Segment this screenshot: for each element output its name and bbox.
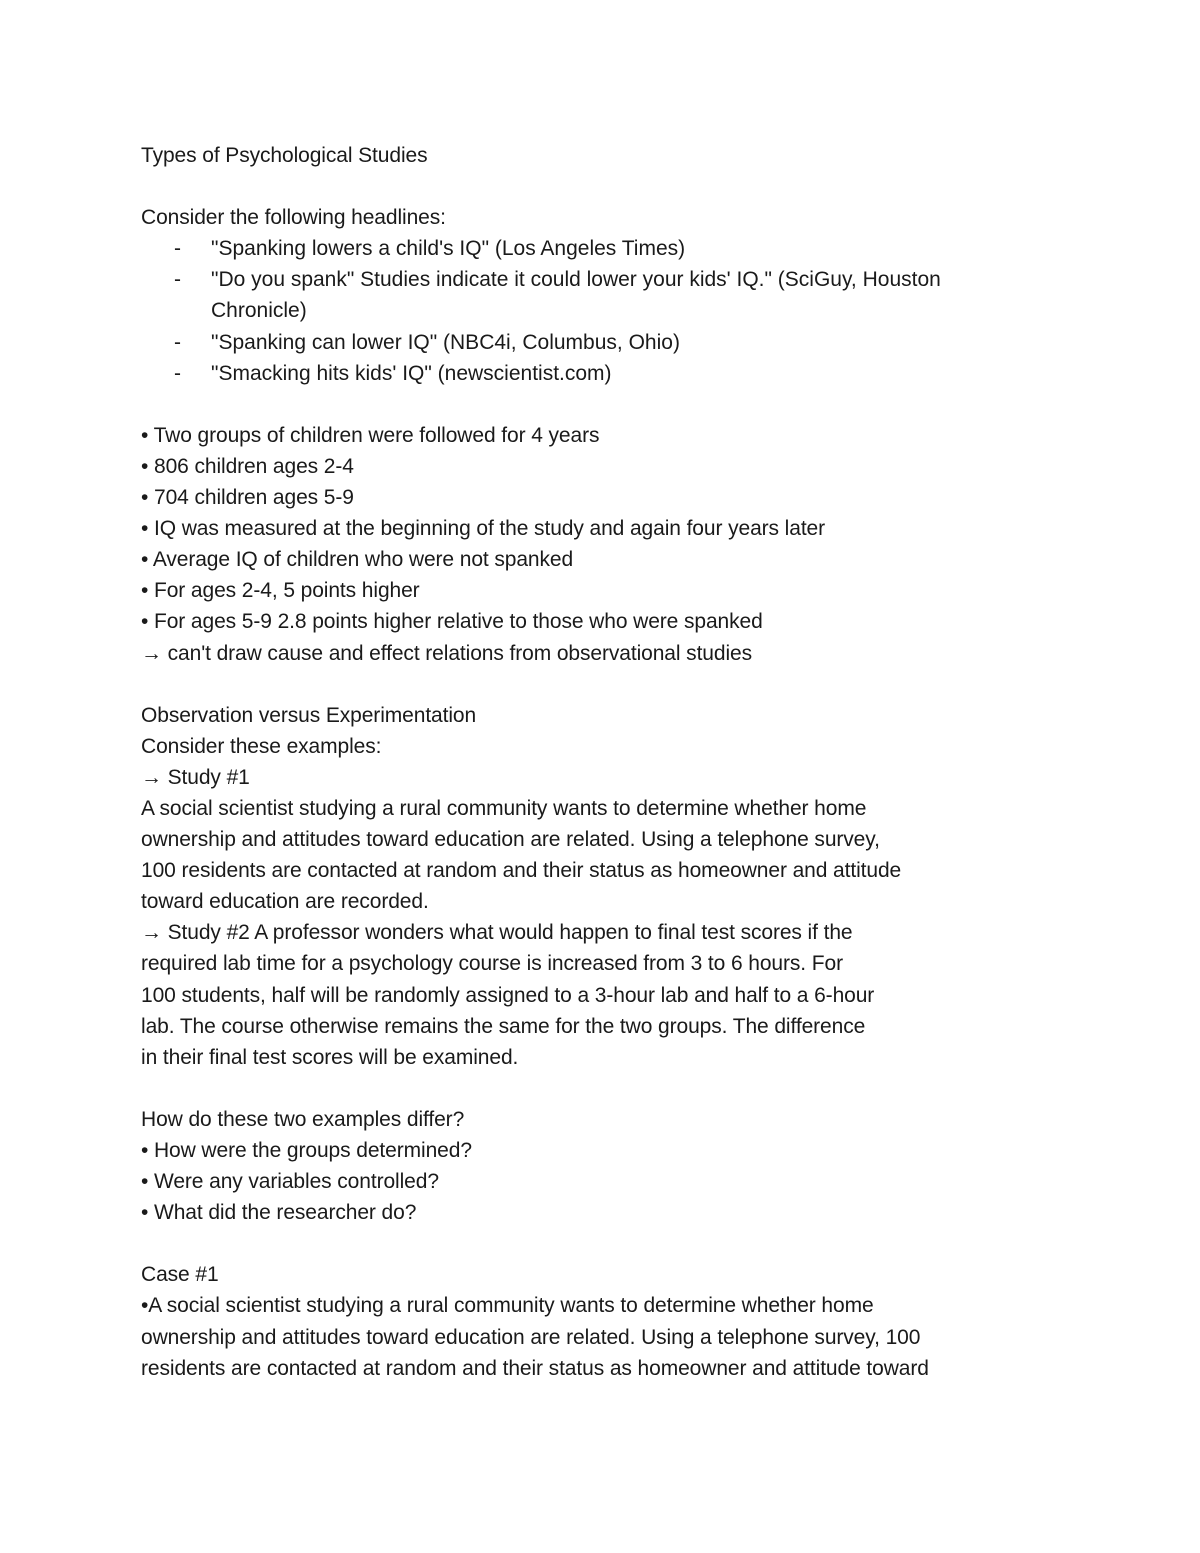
fact-item: • IQ was measured at the beginning of the study and again four years later	[141, 517, 826, 541]
spacer	[141, 669, 1071, 700]
dash-marker: -	[174, 330, 181, 354]
study2-text-line: in their final test scores will be examined.	[141, 1045, 519, 1069]
headlines-intro: Consider the following headlines:	[141, 206, 446, 230]
study1-text-line: ownership and attitudes toward education are related. Using a telephone survey,	[141, 828, 880, 852]
question-item: • What did the researcher do?	[141, 1201, 417, 1225]
dash-marker: -	[174, 361, 181, 385]
document-body	[141, 140, 1071, 1384]
spacer	[141, 171, 1071, 202]
section-heading: Observation versus Experimentation	[141, 703, 477, 727]
section-intro: Consider these examples:	[141, 734, 382, 758]
study1-text-line: A social scientist studying a rural community wants to determine whether home	[141, 796, 867, 820]
case1-text-line: residents are contacted at random and their status as homeowner and attitude toward	[141, 1356, 929, 1380]
case1-text-line: •A social scientist studying a rural community wants to determine whether home	[141, 1294, 874, 1318]
study1-text-line: toward education are recorded.	[141, 890, 429, 914]
headline-text: "Do you spank" Studies indicate it could lower your kids' IQ." (SciGuy, Houston Chronicle)	[211, 268, 941, 323]
dash-marker: -	[174, 268, 181, 292]
question-item: • Were any variables controlled?	[141, 1170, 439, 1194]
study2-text-line: → Study #2 A professor wonders what would happen to final test scores if the	[141, 921, 853, 945]
headline-item	[141, 233, 1071, 264]
study1-text-line: 100 residents are contacted at random and their status as homeowner and attitude	[141, 859, 902, 883]
fact-item: • 704 children ages 5-9	[141, 486, 354, 510]
fact-item: • 806 children ages 2-4	[141, 454, 354, 478]
fact-item: • For ages 2-4, 5 points higher	[141, 579, 420, 603]
document-title: Types of Psychological Studies	[141, 144, 428, 167]
headline-item	[141, 327, 1071, 358]
headline-text: "Spanking lowers a child's IQ" (Los Angeles Times)	[211, 237, 686, 261]
spacer	[141, 389, 1071, 420]
fact-item: • For ages 5-9 2.8 points higher relative to those who were spanked	[141, 610, 763, 634]
headline-item	[141, 358, 1071, 389]
headline-text: "Spanking can lower IQ" (NBC4i, Columbus, Ohio)	[211, 330, 680, 354]
fact-item: • Average IQ of children who were not spanked	[141, 548, 574, 572]
headline-text: "Smacking hits kids' IQ" (newscientist.com)	[211, 361, 612, 385]
questions-heading: How do these two examples differ?	[141, 1107, 465, 1131]
fact-conclusion: → can't draw cause and effect relations from observational studies	[141, 641, 753, 665]
study2-text-line: required lab time for a psychology course is increased from 3 to 6 hours. For	[141, 952, 843, 976]
spacer	[141, 1073, 1071, 1104]
headline-item	[141, 264, 1071, 326]
case1-heading: Case #1	[141, 1263, 219, 1287]
study1-label: → Study #1	[141, 765, 250, 789]
study2-text-line: lab. The course otherwise remains the same for the two groups. The difference	[141, 1014, 866, 1038]
spacer	[141, 1228, 1071, 1259]
fact-item: • Two groups of children were followed for 4 years	[141, 423, 600, 447]
question-item: • How were the groups determined?	[141, 1139, 472, 1162]
dash-marker: -	[174, 237, 181, 261]
case1-text-line: ownership and attitudes toward education are related. Using a telephone survey, 100	[141, 1325, 921, 1349]
study2-text-line: 100 students, half will be randomly assigned to a 3-hour lab and half to a 6-hour	[141, 983, 875, 1007]
